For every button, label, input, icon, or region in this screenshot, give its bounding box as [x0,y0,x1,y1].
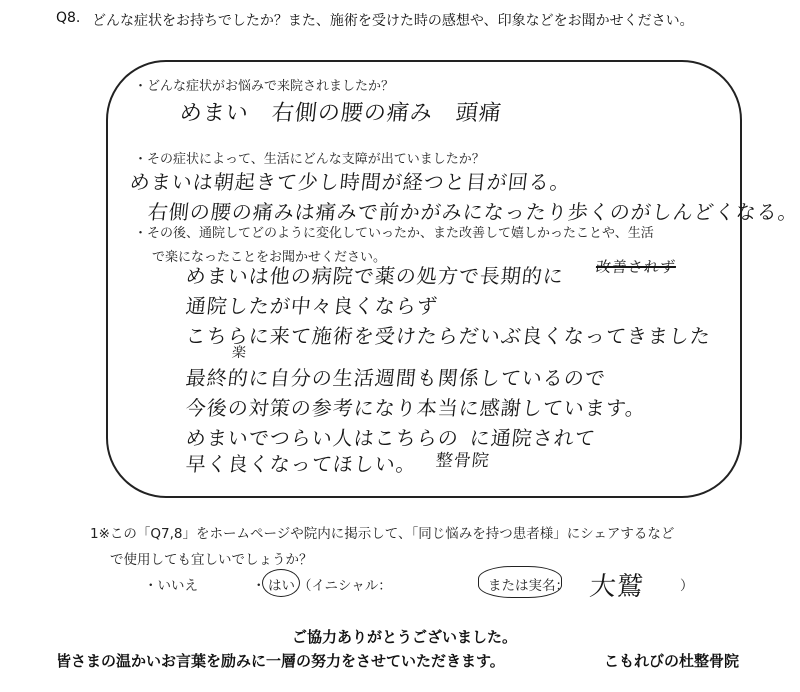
thanks-text: ご協力ありがとうございました。 [292,628,518,646]
answer-change-line6b: に通院されて [468,426,598,450]
inserted-word: 整骨院 [434,451,491,471]
answer-impact-line1: めまいは朝起きて少し時間が経つと目が回る。 [128,170,573,194]
answer-change-line6: めまいでつらい人はこちらの [184,426,461,450]
consent-question-line2: で使用しても宜しいでしょうか？ [110,552,313,568]
answer-change-line4: 最終的に自分の生活週間も関係しているので [184,366,608,390]
real-name-label: または実名： [488,578,569,594]
prompt-impact: ・その症状によって、生活にどんな支障が出ていましたか？ [134,152,485,167]
struck-text: 改善されず [595,258,677,276]
initial-label: （イニシャル： [298,578,392,594]
prompt-symptoms: ・どんな症状がお悩みで来院されましたか？ [134,79,395,94]
footer-message: 皆さまの温かいお言葉を励みに一層の努力をさせていただきます。 [56,652,505,670]
answer-change-line1: めまいは他の病院で薬の処方で長期的に [184,264,566,288]
option-no[interactable]: ・いいえ [144,578,198,594]
question-number: Q8. [56,10,81,26]
answer-change-line5: 今後の対策の参考になり本当に感謝しています。 [184,396,648,420]
consent-question-line1: 1※この「Q7,8」をホームページや院内に掲示して、「同じ悩みを持つ患者様」にシェアするなど [90,526,675,542]
prompt-change-line1: ・その後、通院してどのように変化していったか、また改善して嬉しかったことや、生活 [134,226,654,241]
real-name-circle-mark [478,566,562,598]
answer-change-line2: 通院したが中々良くならず [184,294,440,318]
option-dot: ・ [252,578,266,594]
close-paren: ） [680,578,694,594]
answer-impact-line2: 右側の腰の痛みは痛みで前かがみになったり歩くのがしんどくなる。 [146,200,800,224]
yes-circle-mark [262,569,300,597]
question-text: どんな症状をお持ちでしたか？また、施術を受けた時の感想や、印象などをお聞かせください。 [92,13,694,29]
answer-symptoms: めまい 右側の腰の痛み 頭痛 [178,101,504,126]
answer-change-line7: 早く良くなってほしい。 [184,452,419,476]
clinic-name: こもれびの杜整骨院 [604,652,740,670]
inserted-char: 楽 [231,345,248,361]
prompt-change-line2: で楽になったことをお聞かせください。 [152,250,387,265]
answer-change-line3: こちらに来て施術を受けたらだいぶ良くなってきました [184,324,713,348]
handwritten-name: 大鷲 [588,572,646,602]
option-yes[interactable]: はい [268,578,295,594]
